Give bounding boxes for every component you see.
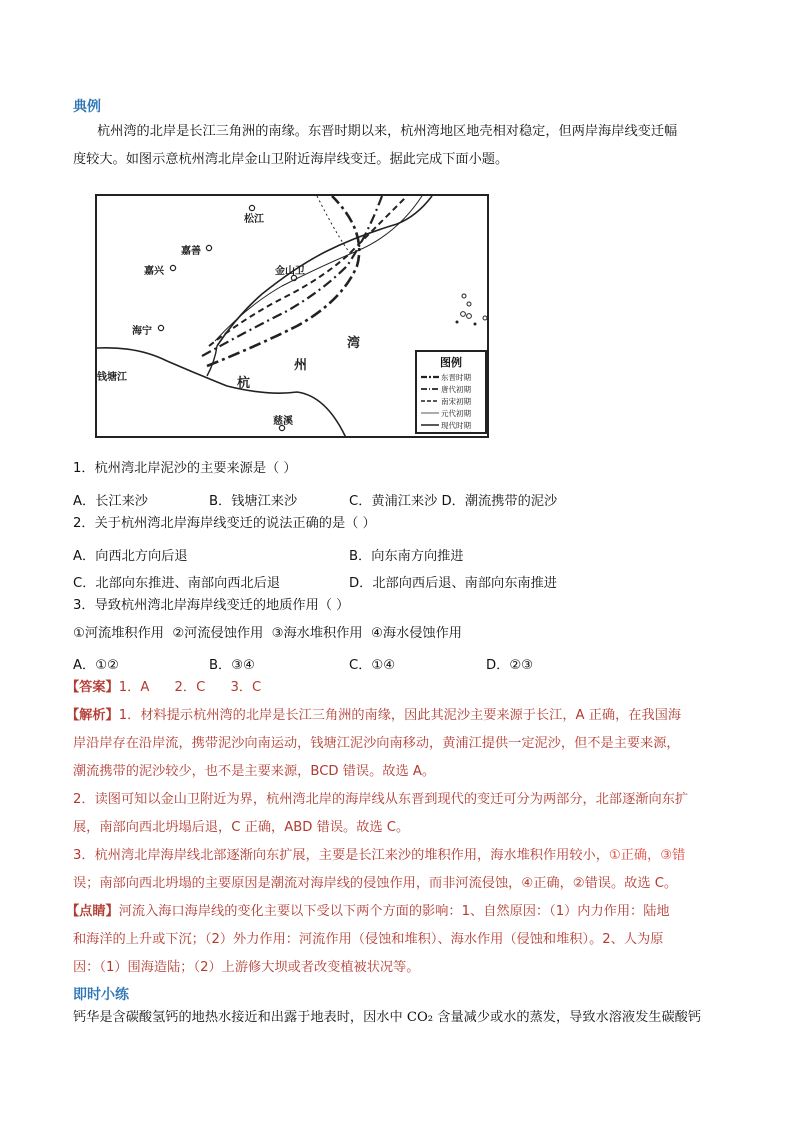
coastline-map	[95, 194, 489, 438]
analysis-text-6b: ①正确，③错	[608, 848, 686, 863]
analysis-text-1: 1．材料提示杭州湾的北岸是长江三角洲的南缘，因此其泥沙主要来源于长江，A 正确，在我国海	[118, 708, 682, 723]
answer-tag: 【答案】	[66, 680, 119, 695]
q3-items: ①河流堆积作用 ②河流侵蚀作用 ③海水堆积作用 ④海水侵蚀作用	[73, 626, 462, 641]
q2-stem: 2．关于杭州湾北岸海岸线变迁的说法正确的是（ ）	[73, 516, 376, 531]
q1-option-b: B．钱塘江来沙	[209, 494, 298, 509]
tip-text-1: 河流入海口海岸线的变化主要以下受以下两个方面的影响：1、自然原因：（1）内力作用：陆地	[118, 904, 670, 919]
legend-item-modern: 现代时期	[441, 421, 471, 430]
legend-item-tang: 唐代初期	[441, 385, 471, 394]
q2-option-c: C．北部向东推进、南部向西北后退	[73, 576, 281, 591]
section-heading-example: 典例	[73, 99, 101, 115]
q3-option-d: D．②③	[486, 658, 533, 673]
city-label-haining: 海宁	[132, 326, 152, 337]
analysis-line-5: 展，南部向西北坍塌后退，C 正确，ABD 错误。故选 C。	[73, 820, 410, 835]
answer-text: 1．A 2．C 3．C	[118, 680, 262, 695]
city-label-cixi: 慈溪	[273, 416, 293, 427]
q2-option-b: B．向东南方向推进	[349, 549, 464, 564]
analysis-line-2: 岸沿岸存在沿岸流，携带泥沙向南运动，钱塘江泥沙向南移动，黄浦江提供一定泥沙，但不是主要来源，	[73, 736, 680, 751]
q2-option-d: D．北部向西后退、南部向东南推进	[349, 576, 557, 591]
legend-item-yuan: 元代初期	[441, 409, 471, 418]
q1-option-cd: C．黄浦江来沙 D．潮流携带的泥沙	[349, 494, 558, 509]
q3-stem: 3．导致杭州湾北岸海岸线变迁的地质作用（ ）	[73, 598, 350, 613]
answer-line	[66, 674, 261, 702]
q1-option-a: A．长江来沙	[73, 494, 148, 509]
analysis-text-6a: 3．杭州湾北岸海岸线北部逐渐向东扩展，主要是长江来沙的堆积作用，海水堆积作用较小，	[73, 848, 609, 863]
q3-option-c: C．①④	[349, 658, 396, 673]
analysis-line-6	[73, 842, 685, 870]
analysis-line-1	[66, 702, 681, 730]
city-label-songjiang: 松江	[244, 214, 264, 225]
section-heading-practice: 即时小练	[73, 987, 129, 1003]
legend-item-jin: 东晋时期	[441, 373, 471, 382]
city-label-jinshanwei: 金山卫	[275, 266, 305, 277]
legend-title: 图例	[440, 356, 462, 369]
q3-option-a: A．①②	[73, 658, 119, 673]
legend-item-song: 南宋初期	[441, 397, 471, 406]
analysis-line-4: 2．读图可知以金山卫附近为界，杭州湾北岸的海岸线从东晋到现代的变迁可分为两部分，北部逐渐向东扩	[73, 792, 689, 807]
tip-line-1	[66, 898, 670, 926]
analysis-tag: 【解析】	[66, 708, 119, 723]
bay-char-hang: 杭	[237, 376, 251, 391]
analysis-line-7: 误；南部向西北坍塌的主要原因是潮流对海岸线的侵蚀作用，而非河流侵蚀，④正确，②错误。故选 C。	[73, 876, 678, 891]
intro-line-1: 杭州湾的北岸是长江三角洲的南缘。东晋时期以来，杭州湾地区地壳相对稳定，但两岸海岸线变迁幅	[97, 124, 678, 139]
city-label-jiashan: 嘉善	[181, 246, 201, 257]
tip-line-3: 因：（1）围海造陆；（2）上游修大坝或者改变植被状况等。	[73, 960, 420, 975]
tip-line-2: 和海洋的上升或下沉；（2）外力作用：河流作用（侵蚀和堆积）、海水作用（侵蚀和堆积）。2、人为原	[73, 932, 664, 947]
map-legend	[415, 350, 487, 434]
q2-option-a: A．向西北方向后退	[73, 549, 188, 564]
river-label-qiantang: 钱塘江	[97, 372, 127, 383]
practice-line-1: 钙华是含碳酸氢钙的地热水接近和出露于地表时，因水中 CO₂ 含量减少或水的蒸发，导致水溶液发生碳酸钙	[73, 1010, 702, 1025]
city-label-jiaxing: 嘉兴	[144, 266, 164, 277]
intro-line-2: 度较大。如图示意杭州湾北岸金山卫附近海岸线变迁。据此完成下面小题。	[73, 152, 509, 167]
q3-option-b: B．③④	[209, 658, 255, 673]
bay-char-wan: 湾	[347, 336, 361, 351]
tip-tag: 【点睛】	[66, 904, 119, 919]
analysis-line-3: 潮流携带的泥沙较少，也不是主要来源，BCD 错误。故选 A。	[73, 764, 436, 779]
q1-stem: 1．杭州湾北岸泥沙的主要来源是（ ）	[73, 461, 297, 476]
bay-char-zhou: 州	[294, 358, 308, 373]
